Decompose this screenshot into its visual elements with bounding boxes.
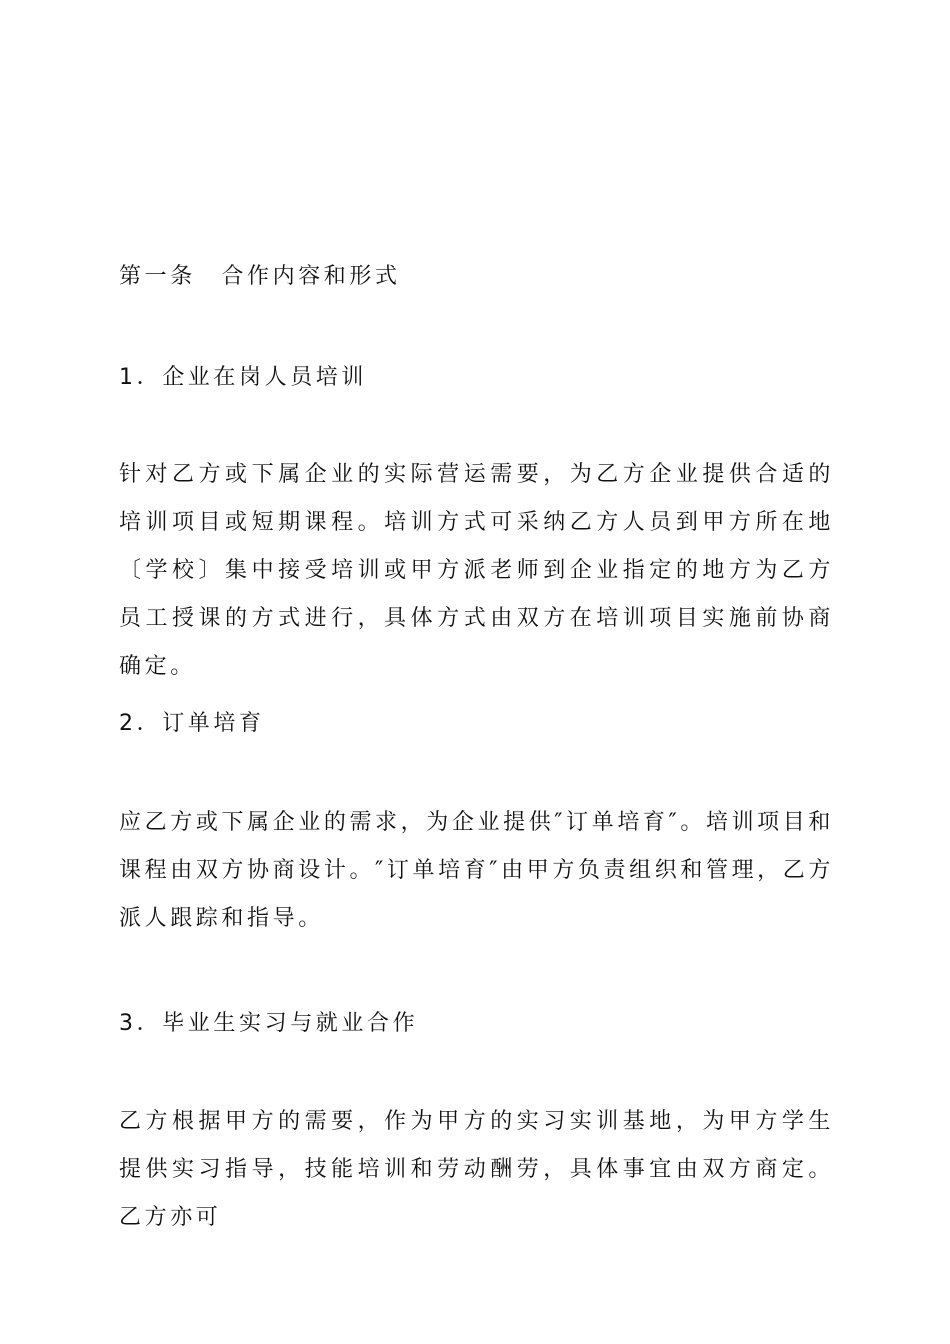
section-title-3: 3．毕业生实习与就业合作 — [119, 1011, 419, 1036]
article-heading: 第一条 合作内容和形式 — [119, 264, 401, 289]
section-body-1: 针对乙方或下属企业的实际营运需要，为乙方企业提供合适的培训项目或短期课程。培训方式可采纳乙方人员到甲方所在地〔学校〕集中接受培训或甲方派老师到企业指定的地方为乙方员工授课的方式进行，具体方式由双方在培训项目实施前协商确定。 — [119, 462, 834, 679]
section-title-1: 1．企业在岗人员培训 — [119, 365, 367, 390]
section-title-2: 2．订单培育 — [119, 711, 265, 736]
section-body-2: 应乙方或下属企业的需求，为企业提供″订单培育″。培训项目和课程由双方协商设计。″订单培育″由甲方负责组织和管理，乙方派人跟踪和指导。 — [119, 810, 834, 931]
section-body-3: 乙方根据甲方的需要，作为甲方的实习实训基地，为甲方学生提供实习指导，技能培训和劳动酬劳，具体事宜由双方商定。乙方亦可 — [119, 1109, 834, 1230]
